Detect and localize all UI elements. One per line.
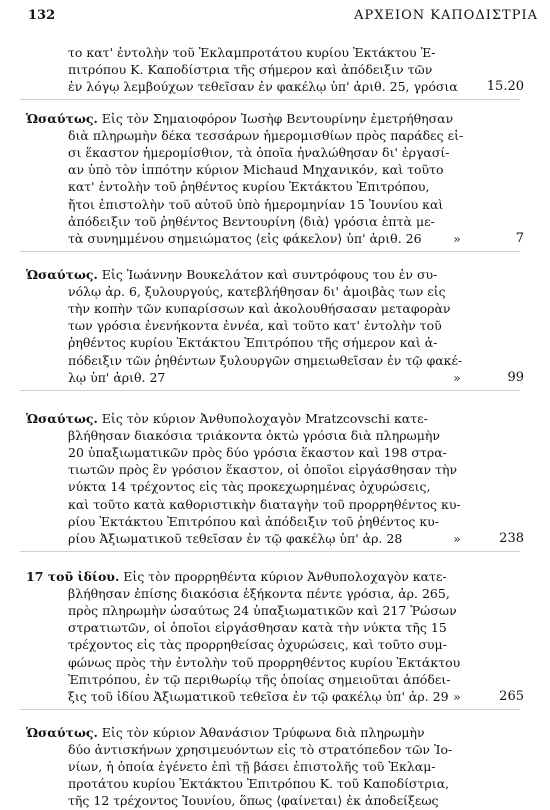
entry-line (68, 352, 462, 369)
entry-lead: Ὡσαύτως. (26, 411, 98, 426)
entry-amount: 265 (499, 688, 524, 704)
entry-line (68, 213, 435, 230)
entry-separator (20, 251, 520, 252)
entry-text: διὰ πληρωμὴν δέκα τεσσάρων ἡμερομισθίων πρὸς παράδες εἰ- (68, 128, 464, 144)
entry-line (68, 127, 463, 144)
entry-line (68, 78, 458, 95)
entry-text: προτάτου κυρίου Ἐκτάκτου Ἐπιτρόπου Κ. τοῦ Καποδίστρια, (68, 776, 450, 792)
entry-line (68, 317, 442, 334)
entry-text: Εἰς τὸν κύριον Ἀθανάσιον Τρύφωνα διὰ πληρωμὴν (97, 725, 425, 740)
ledger-entry (0, 568, 550, 705)
entry-text: ρίου Ἐκτάκτου Ἐπιτρόπου καὶ ἀπόδειξιν τοῦ ῥηθέντος κυ- (68, 513, 439, 529)
entry-separator (20, 390, 520, 391)
entry-line (68, 230, 422, 247)
entry-lead: Ὡσαύτως. (26, 267, 98, 282)
ledger-entry (0, 724, 550, 810)
entry-line (68, 671, 450, 688)
entry-text: ξις τοῦ ἰδίου Ἀξιωματικοῦ τεθεῖσα ἐν τῷ φακέλῳ ὑπ' ἀρ. 29 (68, 688, 449, 704)
entry-line (68, 585, 450, 602)
entry-line (68, 44, 435, 61)
entry-text: φώνως πρὸς τὴν ἐντολὴν τοῦ προρρηθέντος κυρίου Ἐκτάκτου (68, 654, 461, 670)
entry-lead: 17 τοῦ ἰδίου. (26, 569, 120, 584)
entry-text: ἀπόδειξιν τοῦ ῥηθέντος Βεντουρίνη ⟨διὰ⟩ γρόσια ἑπτὰ με- (68, 213, 435, 229)
entry-line (68, 283, 446, 300)
entry-text: τῆς 12 τρέχοντος Ἰουνίου, ὅπως ⟨φαίνεται⟩ ἐκ ἀποδείξεως (68, 793, 439, 809)
entry-line (26, 568, 447, 585)
entry-line (68, 758, 436, 775)
entry-line (68, 688, 449, 705)
entry-text: στρατιωτῶν, οἱ ὁποῖοι εἰργάσθησαν κατὰ τὴν νύκτα τῆς 15 (68, 620, 447, 636)
entry-text: νόλῳ ἀρ. 6, ξυλουργούς, κατεβλήθησαν δι' ἀμοιβὰς των εἰς (68, 284, 446, 300)
entry-line (26, 110, 453, 127)
entry-text: βλήθησαν ἐπίσης διακόσια ἑξήκοντα πέντε γρόσια, ἀρ. 265, (68, 586, 450, 602)
entry-amount: 238 (499, 530, 524, 546)
entry-text: πρὸς πληρωμὴν ὡσαύτως 24 ὑπαξιωματικῶν καὶ 217 Ῥώσων (68, 603, 457, 619)
running-title: ΑΡΧΕΙΟΝ ΚΑΠΟΔΙΣΤΡΙΑ (354, 8, 538, 23)
entry-line (68, 444, 447, 461)
entry-text: καὶ τοῦτο κατὰ καθοριστικὴν διαταγὴν τοῦ προρρηθέντος κυ- (68, 496, 461, 512)
entry-line (68, 300, 451, 317)
entry-lead: Ὡσαύτως. (26, 111, 98, 126)
ditto-marker: » (453, 530, 461, 546)
entry-line (68, 496, 461, 513)
entry-separator (20, 551, 520, 552)
entry-line (68, 334, 437, 351)
entry-line (26, 410, 428, 427)
entry-text: Εἰς τὸν προρρηθέντα κύριον Ἀνθυπολοχαγὸν κατε- (119, 569, 447, 584)
page-number: 132 (28, 8, 56, 23)
ditto-marker: » (453, 688, 461, 704)
entry-text: Εἰς τὸν Σημαιοφόρον Ἰωσὴφ Βεντουρίνην ἐμετρήθησαν (97, 111, 454, 126)
entry-text: των γρόσια ἐνενήκοντα ἐννέα, καὶ τοῦτο κατ' ἐντολὴν τοῦ (68, 318, 442, 334)
entry-line (68, 654, 460, 671)
entry-line (68, 61, 432, 78)
entry-line (68, 513, 439, 530)
entry-text: πόδειξιν τῶν ῥηθέντων ξυλουργῶν σημειωθεῖσαν ἐν τῷ φακέ- (68, 352, 463, 368)
entry-line (68, 461, 457, 478)
ditto-marker: » (453, 369, 461, 385)
ledger-entry (0, 266, 550, 386)
entry-line (68, 792, 439, 809)
entry-text: το κατ' ἐντολὴν τοῦ Ἐκλαμπροτάτου κυρίου Ἐκτάκτου Ἐ- (68, 45, 436, 60)
ditto-marker: » (453, 230, 461, 246)
entry-line (26, 266, 437, 283)
entry-amount: 7 (515, 230, 524, 246)
entry-text: λῳ ὑπ' ἀριθ. 27 (68, 369, 166, 385)
entry-line (68, 602, 457, 619)
entry-text: Ἐπιτρόπου, ἐν τῷ περιθωρίῳ τῆς ὁποίας σημειοῦται ἀπόδει- (68, 671, 451, 687)
entry-text: ῥηθέντος κυρίου Ἐκτάκτου Ἐπιτρόπου τῆς σήμερον καὶ ἀ- (68, 335, 438, 351)
entry-text: τιωτῶν πρὸς ἓν γρόσιον ἕκαστον, οἱ ὁποῖοι εἰργάσθησαν τὴν (68, 462, 458, 478)
entry-line (68, 478, 430, 495)
entry-text: Εἰς τὸν κύριον Ἀνθυπολοχαγὸν Mratzcovschi κατε- (97, 411, 428, 426)
ledger-entry (0, 44, 550, 95)
entry-text: Εἰς Ἰωάννην Βουκελάτον καὶ συντρόφους του ἐν συ- (97, 267, 438, 282)
ledger-entry (0, 110, 550, 247)
entry-line (68, 369, 165, 386)
entry-line (68, 530, 402, 547)
entry-line (68, 427, 440, 444)
entry-separator (20, 99, 520, 100)
entry-line (68, 144, 450, 161)
entry-text: σι ἕκαστον ἡμερομίσθιον, τὰ ὁποῖα ἠναλώθησαν δι' ἐργασί- (68, 145, 450, 161)
entry-text: πιτρόπου Κ. Καποδίστρια τῆς σήμερον καὶ ἀπόδειξιν τῶν (68, 62, 433, 78)
entry-text: 20 ὑπαξιωματικῶν πρὸς δύο γρόσια ἕκαστον καὶ 198 στρα- (68, 445, 447, 461)
ledger-entry (0, 410, 550, 547)
entry-text: αν ὑπὸ τὸν ἱππότην κύριον Michaud Μηχανικόν, καὶ τοῦτο (68, 162, 444, 178)
entry-line (68, 619, 447, 636)
entry-text: κατ' ἐντολὴν τοῦ ῥηθέντος κυρίου Ἐκτάκτου Ἐπιτρόπου, (68, 179, 430, 195)
entry-text: νίων, ἡ ὁποία ἐγένετο ἐπὶ τῇ βάσει ἐπιστολῆς τοῦ Ἐκλαμ- (68, 759, 436, 775)
entry-amount: 99 (507, 369, 524, 385)
entry-text: ἐν λόγῳ λεμβούχων τεθεῖσαν ἐν φακέλῳ ὑπ' ἀριθ. 25, γρόσια (68, 79, 458, 95)
page-header (28, 8, 538, 28)
entry-amount: 15.20 (486, 79, 524, 95)
entry-text: τρέχοντος εἰς τὰς προρρηθείσας ὀχυρώσεις, καὶ τοῦτο συμ- (68, 637, 447, 653)
entry-text: τὰ συνημμένου σημειώματος ⟨εἰς φάκελον⟩ ὑπ' ἀριθ. 26 (68, 230, 422, 246)
entry-line (68, 161, 444, 178)
entry-text: τὴν κοπὴν τῶν κυπαρίσσων καὶ ἀκολουθήσασαν μεταφορὰν (68, 301, 451, 317)
entry-line (68, 196, 443, 213)
entry-line (68, 178, 429, 195)
entry-separator (20, 709, 520, 710)
entry-lead: Ὡσαύτως. (26, 725, 98, 740)
entry-line (26, 724, 425, 741)
entry-text: ἤτοι ἐπιστολὴν τοῦ αὐτοῦ ὑπὸ ἡμερομηνίαν 15 Ἰουνίου καὶ (68, 196, 444, 212)
entry-line (68, 741, 452, 758)
entry-text: δύο ἀντισκήνων χρησιμευόντων εἰς τὸ στρατόπεδον τῶν Ἰο- (68, 742, 453, 758)
entry-text: ρίου Ἀξιωματικοῦ τεθεῖσαν ἐν τῷ φακέλῳ ὑπ' ἀρ. 28 (68, 530, 403, 546)
entry-line (68, 636, 447, 653)
entry-text: νύκτα 14 τρέχοντος εἰς τὰς προκεχωρημένας ὀχυρώσεις, (68, 479, 431, 495)
entry-text: βλήθησαν διακόσια τριάκοντα ὀκτὼ γρόσια διὰ πληρωμὴν (68, 428, 440, 444)
entry-line (68, 775, 449, 792)
